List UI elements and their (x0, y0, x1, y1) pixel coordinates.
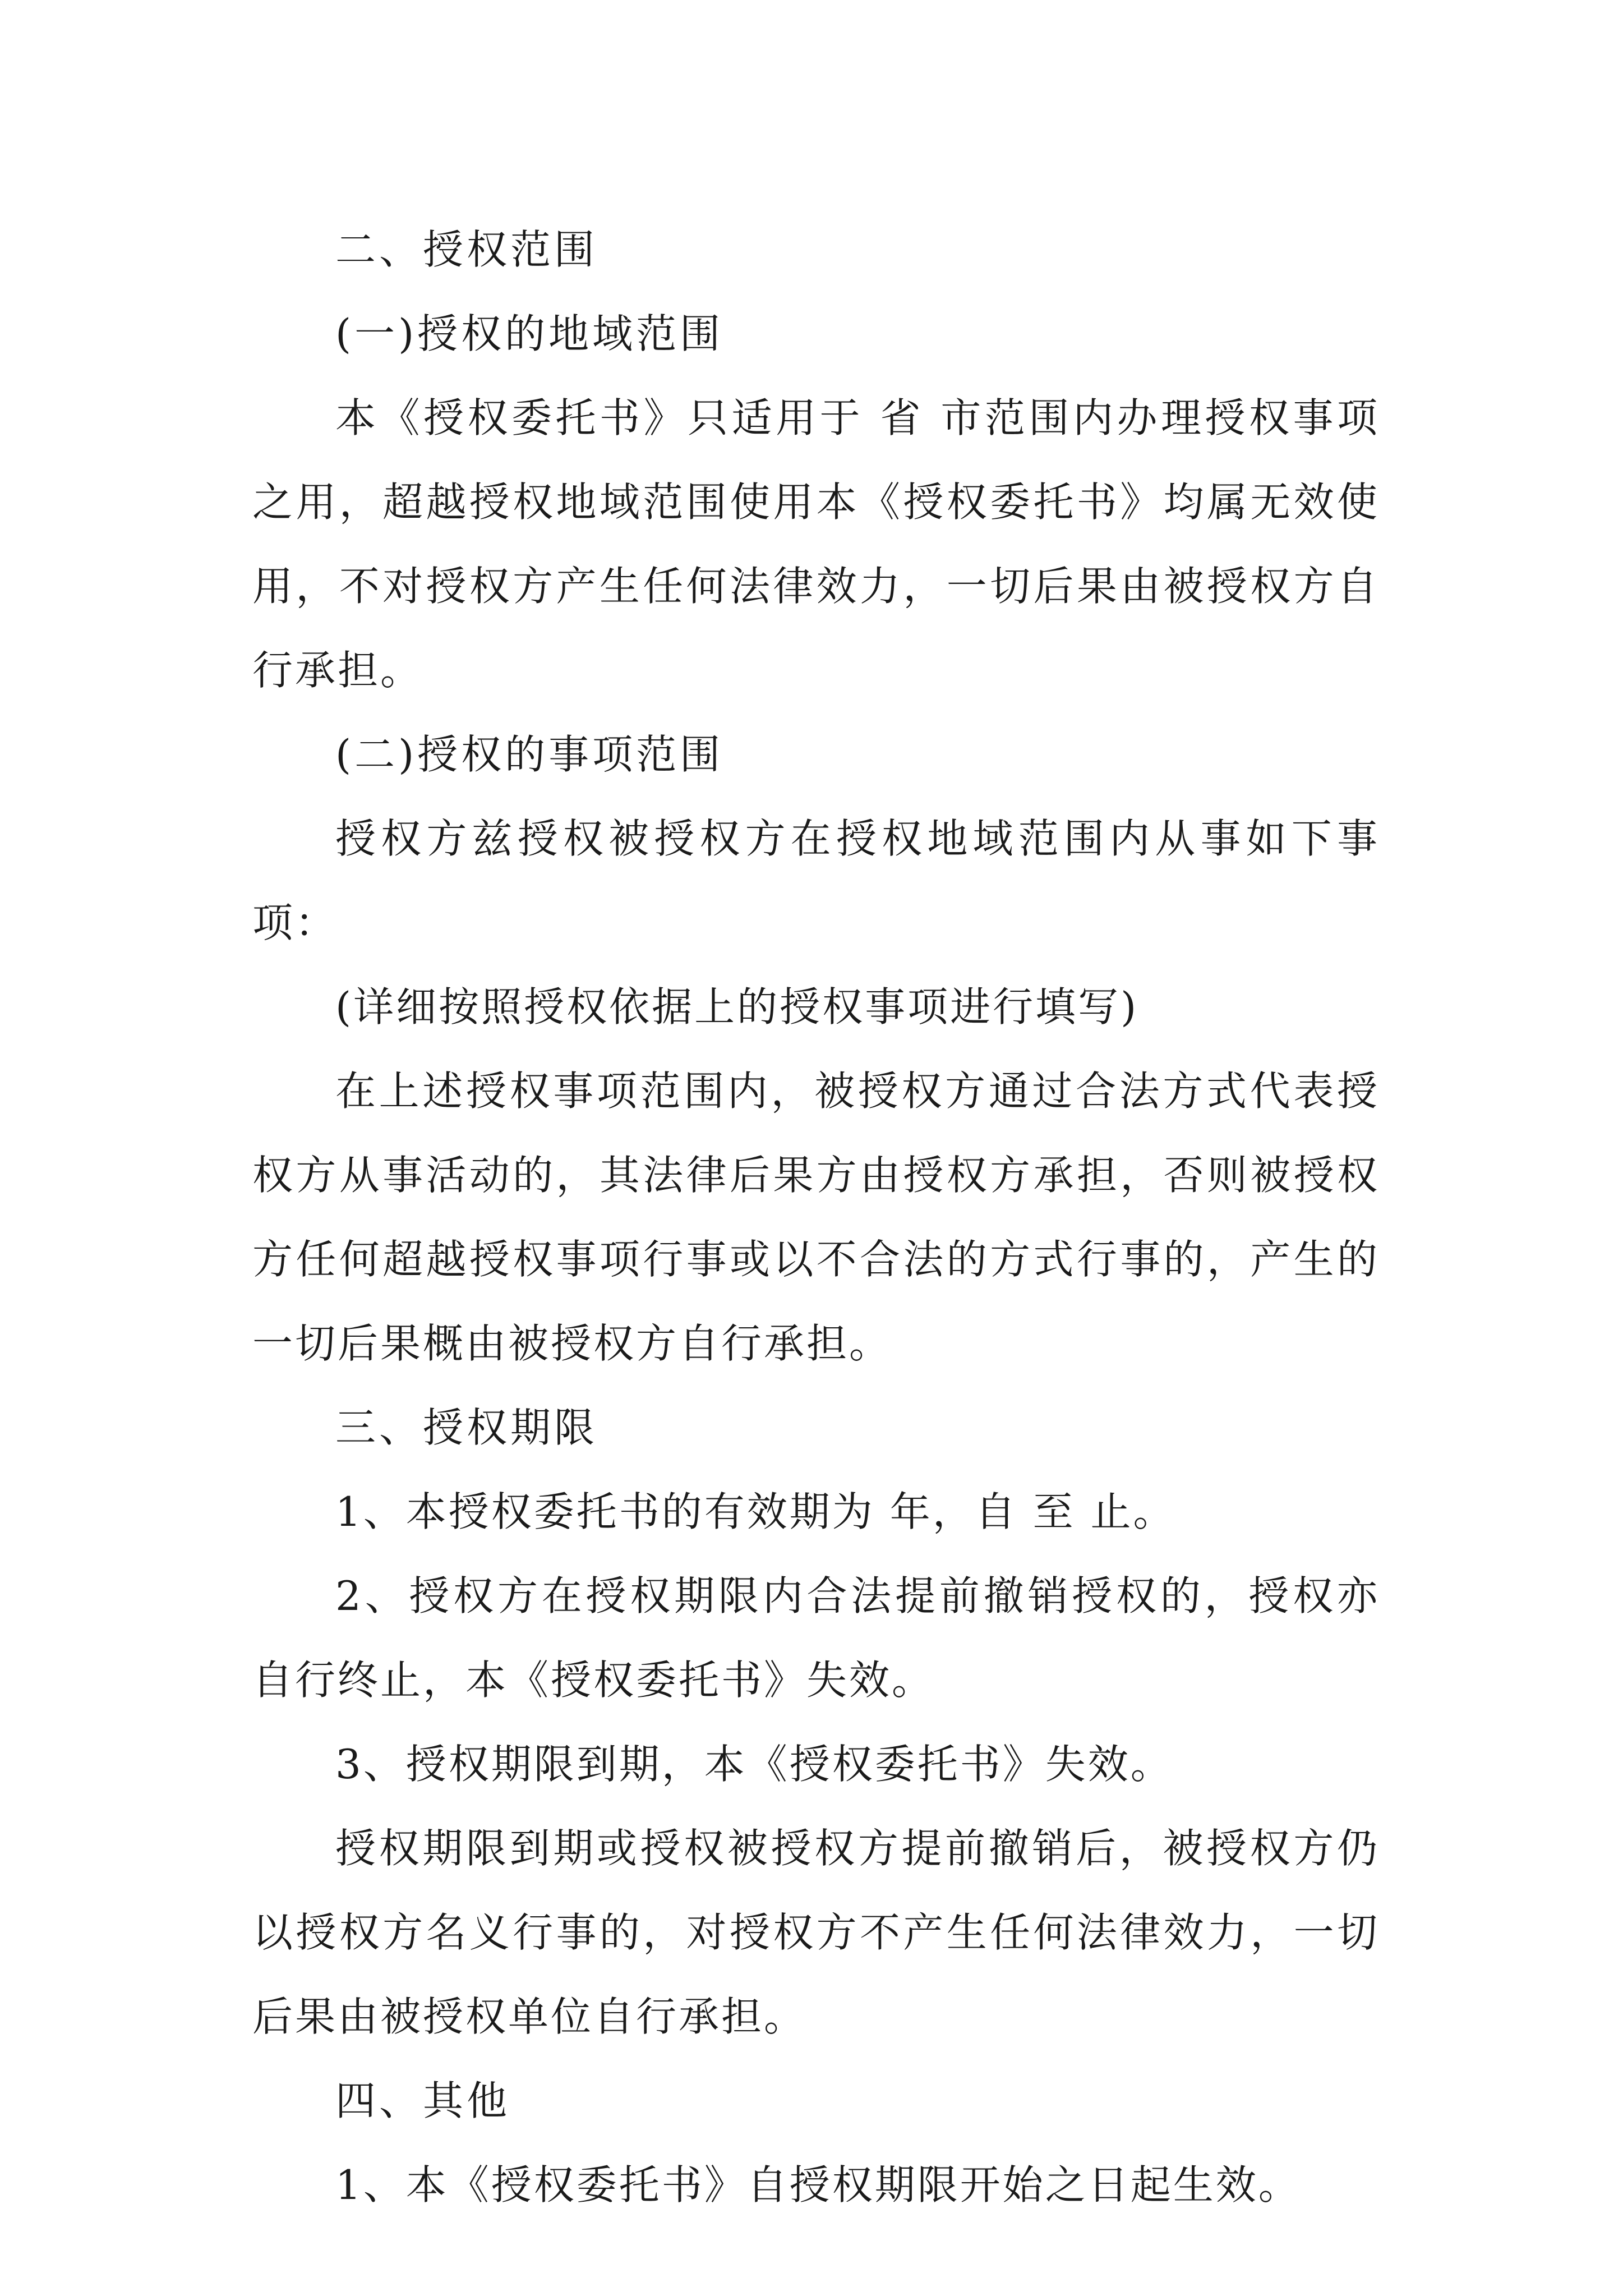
subsection-heading-geographic-scope: (一)授权的地域范围 (335, 310, 724, 357)
paragraph-other-1: 1、本《授权委托书》自授权期限开始之日起生效。 (335, 2161, 1301, 2208)
paragraph-term-expiry: 授权期限到期或授权被授权方提前撤销后，被授权方仍以授权方名义行事的，对授权方不产生任何法律效力，一切后果由被授权单位自行承担。 (252, 1825, 1380, 2040)
paragraph-term-1: 1、本授权委托书的有效期为 年，自 至 止。 (335, 1488, 1176, 1535)
paragraph-legal-consequences: 在上述授权事项范围内，被授权方通过合法方式代表授权方从事活动的，其法律后果方由授权方承担，否则被授权方任何超越授权事项行事或以不合法的方式行事的，产生的一切后果概由被授权方自行承担。 (252, 1068, 1380, 1367)
section-heading-other: 四、其他 (335, 2077, 511, 2124)
paragraph-geographic-scope: 本《授权委托书》只适用于 省 市范围内办理授权事项之用，超越授权地域范围使用本《授权委托书》均属无效使用，不对授权方产生任何法律效力，一切后果由被授权方自行承担。 (252, 394, 1380, 694)
document-body (252, 208, 1380, 2227)
paragraph-fill-instruction: (详细按照授权依据上的授权事项进行填写) (335, 983, 1139, 1030)
section-heading-term: 三、授权期限 (335, 1404, 598, 1451)
paragraph-matter-scope: 授权方兹授权被授权方在授权地域范围内从事如下事项： (252, 815, 1380, 946)
paragraph-term-2: 2、授权方在授权期限内合法提前撤销授权的，授权亦自行终止，本《授权委托书》失效。 (252, 1572, 1380, 1704)
paragraph-term-3: 3、授权期限到期，本《授权委托书》失效。 (335, 1741, 1173, 1788)
section-heading-scope: 二、授权范围 (335, 226, 598, 273)
subsection-heading-matter-scope: (二)授权的事项范围 (335, 731, 724, 778)
